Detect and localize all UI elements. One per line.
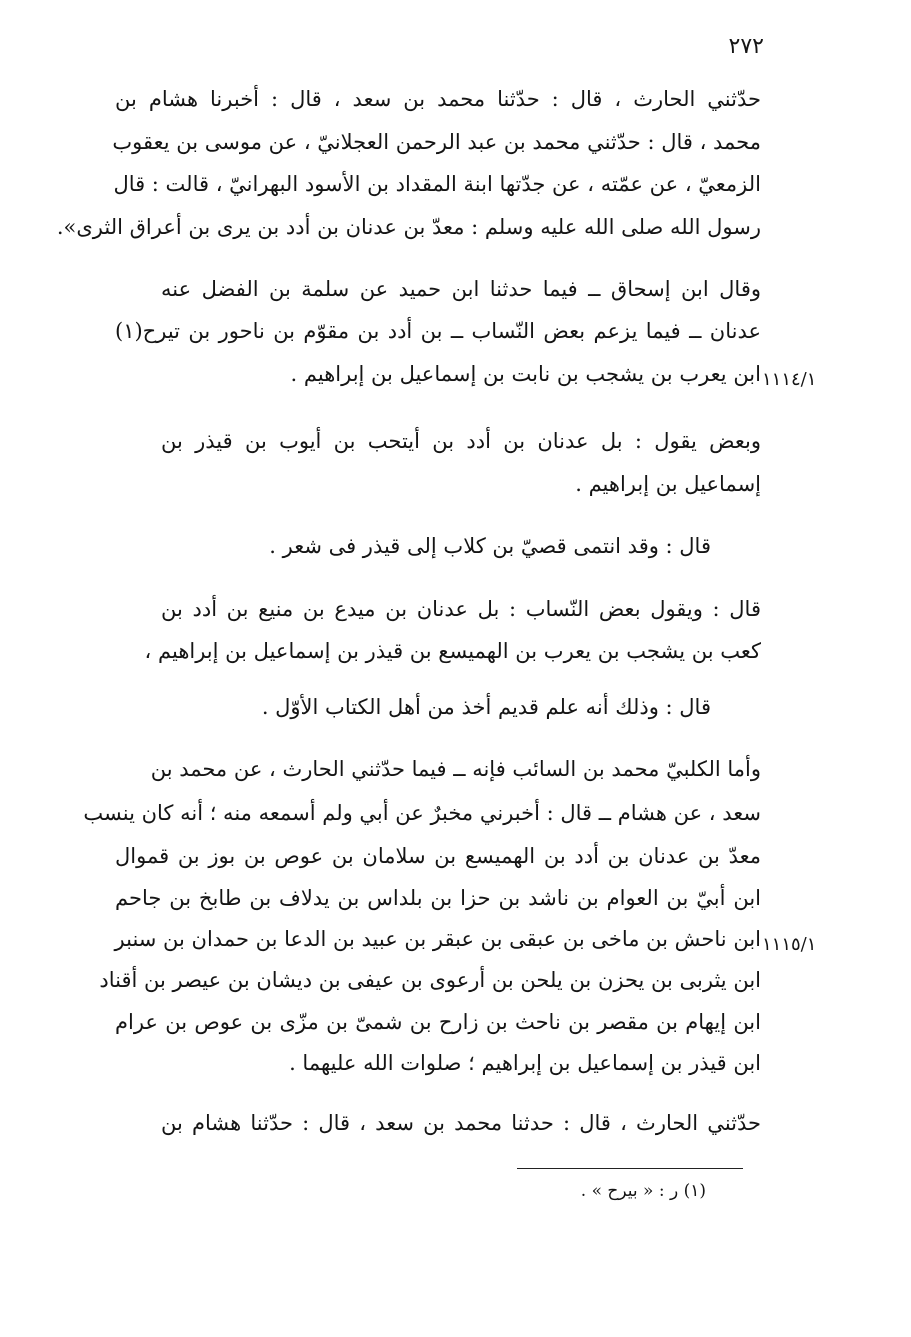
text-line: كعب بن يشجب بن يعرب بن الهميسع بن قيذر بن إسماعيل بن إبراهيم ، bbox=[144, 639, 761, 663]
margin-note: ١١١٤/١ bbox=[762, 369, 817, 390]
text-line: محمد ، قال : حدّثني محمد بن عبد الرحمن العجلانيّ ، عن موسى بن يعقوب bbox=[112, 130, 761, 154]
margin-note: ١١١٥/١ bbox=[762, 934, 817, 955]
text-line: وأما الكلبيّ محمد بن السائب فإنه ــ فيما حدّثني الحارث ، عن محمد بن bbox=[150, 757, 761, 781]
text-line: ابن يعرب بن يشجب بن نابت بن إسماعيل بن إبراهيم . bbox=[290, 362, 761, 386]
text-line: إسماعيل بن إبراهيم . bbox=[575, 472, 761, 496]
footnote: (١) ر : « بيرح » . bbox=[580, 1181, 706, 1201]
text-line: عدنان ــ فيما يزعم بعض النّساب ــ بن أدد بن مقوّم بن ناحور بن تيرح(١) bbox=[115, 319, 761, 343]
text-line: قال : وذلك أنه علم قديم أخذ من أهل الكتاب الأوّل . bbox=[261, 695, 711, 719]
text-line: ابن إيهام بن مقصر بن ناحث بن زارح بن شمىّ بن مزّى بن عوص بن عرام bbox=[115, 1010, 761, 1034]
text-line: رسول الله صلى الله عليه وسلم : معدّ بن عدنان بن أدد بن يرى بن أعراق الثرى». bbox=[56, 215, 761, 239]
text-line: قال : ويقول بعض النّساب : بل عدنان بن ميدع بن منيع بن أدد بن bbox=[161, 597, 761, 621]
text-line: حدّثني الحارث ، قال : حدّثنا محمد بن سعد ، قال : أخبرنا هشام بن bbox=[115, 87, 761, 111]
text-line: ابن قيذر بن إسماعيل بن إبراهيم ؛ صلوات الله عليهما . bbox=[289, 1051, 761, 1075]
page-number: ٢٧٢ bbox=[728, 34, 764, 59]
text-line: وقال ابن إسحاق ــ فيما حدثنا ابن حميد عن سلمة بن الفضل عنه bbox=[161, 277, 761, 301]
footnote-rule bbox=[517, 1168, 743, 1169]
text-line: ابن أبيّ بن العوام بن ناشد بن حزا بن بلداس بن يدلاف بن طابخ بن جاحم bbox=[115, 886, 761, 910]
text-line: معدّ بن عدنان بن أدد بن الهميسع بن سلامان بن عوص بن بوز بن قموال bbox=[115, 844, 761, 868]
text-line: سعد ، عن هشام ــ قال : أخبرني مخبرٌ عن أبي ولم أسمعه منه ؛ أنه كان ينسب bbox=[83, 801, 761, 825]
text-line: الزمعيّ ، عن عمّته ، عن جدّتها ابنة المقداد بن الأسود البهرانيّ ، قالت : قال bbox=[113, 172, 761, 196]
text-line: ابن ناحش بن ماخى بن عبقى بن عبقر بن عبيد بن الدعا بن حمدان بن سنبر bbox=[114, 927, 761, 951]
text-line: وبعض يقول : بل عدنان بن أدد بن أيتحب بن أيوب بن قيذر بن bbox=[161, 429, 761, 453]
text-line: قال : وقد انتمى قصيّ بن كلاب إلى قيذر فى شعر . bbox=[269, 534, 711, 558]
text-line: ابن يثربى بن يحزن بن يلحن بن أرعوى بن عيفى بن ديشان بن عيصر بن أقناد bbox=[99, 968, 761, 992]
text-line: حدّثني الحارث ، قال : حدثنا محمد بن سعد ، قال : حدّثنا هشام بن bbox=[161, 1111, 761, 1135]
